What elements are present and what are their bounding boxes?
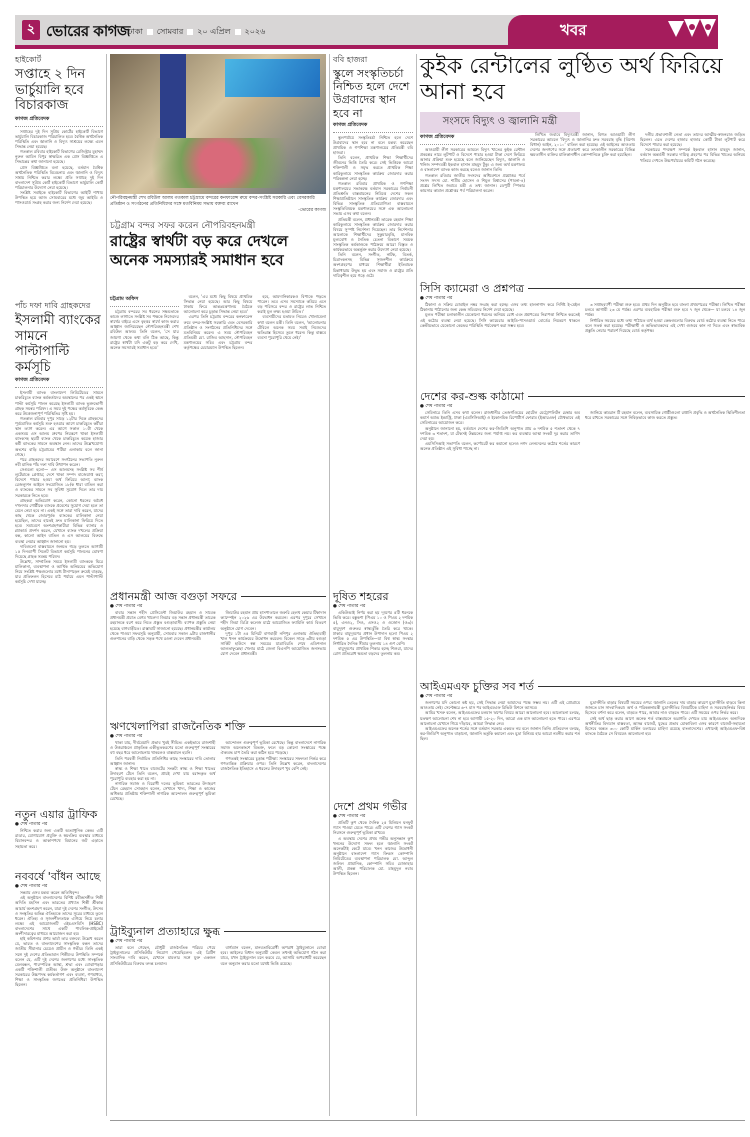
story-col <box>221 610 327 656</box>
quick-rental-body <box>420 132 745 193</box>
divider-line <box>249 726 326 727</box>
story-columns <box>110 610 326 656</box>
story-columns <box>420 410 745 451</box>
story-deep-well <box>333 800 413 876</box>
paragraph: প্রতিমন্ত্রী বলেন, প্রধানমন্ত্রী তারেক রহমান শিক্ষা কারিকুলামে সাংস্কৃতিক কার্যক্রম জোরদার করার বিষয়ে সুস্পষ্ট নির্দেশনা দিয়েছেন। তার নির্দেশনার আলোকে শিক্ষার্থীদের সুকুমারবৃত্তি, মানবিক মূল্যবোধ ও নৈতিক চেতনা বিকাশে সময়ক সাংস্কৃতিক কর্মকাণ্ডকে পাঠক্রমে আরো বিস্তৃত ও কার্যকরভাবে অন্তর্ভুক্ত করার উদ্যোগ নেয়া হয়েছে। <box>333 216 413 253</box>
story-school-culture <box>333 54 413 278</box>
paragraph: বলেন, 'এর মধ্যে কিছু বিষয়ে প্রাথমিক সিদ্ধান্ত নেয়া হয়েছে। আর কিছু বিষয়ে ঢাকায় ফিরে আন্তঃমন্ত্রণালয় বৈঠকে আলোচনা করে চূড়ান্ত সিদ্ধান্ত নেয়া হবে।' <box>183 294 253 315</box>
continued-label: ● শেষ পাতার পর <box>420 694 453 700</box>
paragraph: একিউআই নির্ণয় করা হয় দূষণের ৫টি ধরনকে ভিত্তি করে। বস্তুকণা (পিএম ১০ ও পিএম ২ দশমিক ৫), এনও২, সিও, এসও২ ও ওজোন (ও৩)। বায়ুদূষণ গুরুতর স্বাস্থ্যঝুঁকি তৈরি করে থাকে। ঢাকার বায়ুদূষণের প্রধান উপাদান হলো পিএম ২ দশমিক ৫ এর উপস্থিতি—যা বিশ্ব স্বাস্থ্য সংস্থার নির্ধারিত দৈনিক সীমার তুলনায় ১৪ গুণ বেশি। <box>333 610 413 646</box>
story-columns <box>420 700 745 741</box>
paragraph: জিয়াউর রহমান প্রায় হাসপাতালে জরুরি হেলথ কেয়ার টিকাদান ক্যাম্পেইন ২০২৬ এর উদ্বোধন করবেন। এরপর দুপুরে সেখানে শহীদ জিয়া ডিগ্রি কলেজ মাঠে আয়োজিত ফ্যামিলি কার্ড বিতরণ অনুষ্ঠানে যোগ দেবেন। <box>220 610 326 631</box>
story-col <box>585 410 745 451</box>
paragraph: জনগণের যদি কোনো কষ্ট হয়, সেই সিদ্ধান্ত নেয়া আমাদের পক্ষে সম্ভব নয়। এটি এই প্রোগ্রামে আওতায় নেই। সেপ্টেম্বরে ৬-৭ মাস পর আইএমএফ রিভিউ মিশনে আসবে। <box>420 700 580 711</box>
section-head <box>110 590 326 603</box>
paragraph: গতকাল রবিবার দুপুর সাড়ে ১২টার দিকে গ্রাহকদের পূর্বঘোষিত কর্মসূচি শুরু হওয়ার আগে চাকরিচ্যুত কর্মীরা স্থান ত্যাগ করেন। এর আগে সকাল ১০টা থেকে একসময় এস আলম গ্রুপের নিয়ন্ত্রণে থাকা ইসলামী ব্যাংকসহ ছয়টি ব্যাংক থেকে চাকরিচ্যুত কয়েক হাজার কর্মী ব্যাংকের সামনে অবস্থান নেন। তাদের উল্লেখযোগ্য অংশের বাড়ি চট্টগ্রামের পটিয়া এলাকায় বলে জানা গেছে। <box>15 415 103 457</box>
continued-label: ● শেষ পাতার পর <box>333 814 366 820</box>
continued-label: ● শেষ পাতার পর <box>110 939 143 945</box>
paragraph: এ অবস্থায় দেশের প্রথম গভীর অনুসন্ধান কূপ খননের উদ্যোগ সফল হলে জ্বালানি সংকট অনেকটাই কেটে যাবে। খনন কাজের উদ্বোধনী অনুষ্ঠানে বাংলাদেশ গ্যাস ফিল্ডস কোম্পানি লিমিটেডের ব্যবস্থাপনা পরিচালক মো. আব্দুল জলিল প্রামানিক, কোম্পানি সচিব মোজাহার আলী, প্রকল্প পরিচালক মো. মাহমুদুল নবাব উপস্থিত ছিলেন। <box>333 835 413 877</box>
story-col <box>530 132 635 193</box>
flag-icon <box>160 54 186 138</box>
section-head <box>420 390 745 403</box>
flower-arrangement <box>125 138 315 188</box>
paragraph: এমসিসিআই সভাপতি বলেন, কর্পোরেট কর কমানো হলেও নগদ লেনদেনের কঠোর শর্তের কারণে অনেক প্রতিষ্ঠান এই সুবিধা পাচ্ছে না। <box>420 440 580 451</box>
paragraph: গ্রাহকরা অভিযোগ করেন, কোনো ধরনের অবৈধ দখলদার গোষ্ঠীকে ব্যাংকে প্রবেশের সুযোগ দেয়া হলে তা মেনে নেয়া হবে না। একই সঙ্গে তারা দাবি করেন, যাদের কাছ থেকে জোরপূর্বক ব্যাংকের মালিকানা নেয়া হয়েছিল, তাদের হাতেই দ্রুত মালিকানা ফিরিয়ে দিতে হবে। সমাবেশে অংশগ্রহণকারীরা বিভিন্ন ব্যানার ও প্ল্যাকার্ড প্রদর্শন করেন, যেখানে ব্যাংক দখলের প্রক্রিয়া বন্ধ, কালো আইন বাতিল ও এস আলমের বিরুদ্ধে ব্যবস্থা নেয়ার আহ্বান জানানো হয়। <box>15 497 103 544</box>
story-headline: দেশের কর-শুল্ক কাঠামো <box>420 390 524 403</box>
story-kicker: ববি হাজরা <box>333 55 368 64</box>
story-col <box>640 132 745 193</box>
divider-line <box>528 288 745 289</box>
story-body <box>333 610 413 656</box>
continued-label: ● শেষ পাতার পর <box>333 604 366 610</box>
paragraph: সপ্তাহের দুই দিন সুপ্রিম কোর্টের হাইকোর্ট বিভাগে ভার্চুয়ালি বিচারকাজ পরিচালিত হবে। বৈশ্বিক অর্থনৈতিক পরিস্থিতি এবং জ্বালানি ও বিদ্যুৎ সাশ্রয়ের লক্ষ্যে এমন সিদ্ধান্ত নেয়া হয়েছে। <box>15 128 103 150</box>
story-columns <box>420 302 745 333</box>
paragraph: এই অনুষ্ঠানে বাংলাদেশের বিশিষ্ট রবীন্দ্রসঙ্গীত শিল্পী অদিতি মহসিন এবং ভারতের প্রখ্যাত শিল্পী শ্রীকান্ত আচার্য অংশগ্রহণ করেন, যারা দুই দেশের সংগীত, উৎসব ও সংস্কৃতির অভিন্ন ঐতিহ্যকে তাদের সুরের মাধ্যমে তুলে ধরেন। ঐতিহ্য ও সৃজনশীলতাকে এগিয়ে নিয়ে চলার লক্ষ্যে এই আয়োজনটি এইচএসবিসি (HSBC) বাংলাদেশের সাথে একটি পাবলিক-প্রাইভেট অংশীদারত্বের মাধ্যমে আয়োজন করা হয়। <box>15 895 103 937</box>
story-headline: স্কুলে সংস্কৃতিচর্চা নিশ্চিত হলে দেশে উগ্রবাদের স্থান হবে না <box>333 67 410 120</box>
dateline-city: ঢাকা <box>128 27 143 36</box>
paragraph: ৩ সপ্তাহব্যাপী পরীক্ষা শুরু হবে। প্রথম দিন অনুষ্ঠিত হবে বাংলা প্রথমপত্রের পরীক্ষা। লিখিত পরীক্ষা চলবে আগামী ২৩ মে পর্যন্ত। এরপর ব্যবহারিক পরীক্ষা শুরু হবে ৭ জুন থেকে— যা চলবে ১৪ জুন পর্যন্ত। <box>585 302 745 318</box>
story-imf <box>420 680 745 741</box>
paragraph: ব্যবসায়ীদের মতামত নিয়েও খোলামেলা কথা বলেন মন্ত্রী। তিনি বলেন, 'আলোচনার টেবিলে অনেক সময় সবাই নিজেদের ক্ষতিগ্রস্ত হিসেবে তুলে ধরেন। কিন্তু বাস্তবে ব্যবসা পুরোপুরি থেমে নেই।' <box>257 314 327 340</box>
lead-col-2 <box>184 294 253 350</box>
continued-text: শেষ পাতার পর <box>115 604 143 610</box>
story-loan-defaulters <box>110 720 326 802</box>
paragraph: দলীয় প্রভাবশালী নেতা এবং তাদের আত্মীয়-স্বজনরাও জড়িত ছিলেন। এতে দেশের হাজার হাজার কোটি টাকা লুটপাট করে বিদেশে পাচার করা হয়েছে। <box>640 132 745 148</box>
paragraph: মুদ্রাস্ফীতি বাড়ার বিষয়টি সময়ের ওপর: জ্বালানি তেলের দাম বাড়ার কারণে মুদ্রাস্ফীতি বাড়বে কিনা জানতে চান সাংবাদিকরা। অর্থ ও পরিকল্পনামন্ত্রী মুদ্রাস্ফীতির বিষয়টিকে চাহিদা ও সরবরাহনির্ভর বিষয় হিসেবে বর্ণনা করে বলেন, বাড়তে পারে, আবার নাও বাড়তে পারে। এটি সময়ের ওপর নির্ভর করে। <box>585 700 745 716</box>
paragraph: ঠিকানা ও সক্রিয় মোবাইল নম্বর সংগ্রহ করা হচ্ছে। এসব তথ্য হালনাগাদ করে নির্দিষ্ট ই-মেইল ঠিকানায় পাঠানোর জন্য কেন্দ্র সচিবদের নির্দেশ দেয়া হয়েছে। <box>420 302 580 313</box>
story-tax-structure <box>420 390 745 451</box>
paragraph: সন্ধ্যায় এসব মন্তব্য করেন অতিথিবৃন্দ। <box>20 890 80 896</box>
paragraph: সরকারের পদক্ষেপ সম্পর্কে ইকবাল হাসান মাহমুদ জানান, বর্তমান অন্তর্বর্তী সরকার দায়িত্ব গ্রহণের পর বিভিন্ন খাতের অনিয়ম খতিয়ে দেখতে উচ্চপর্যায়ের কমিটি গঠন করেছে। <box>640 147 745 163</box>
dateline-date: ২০ এপ্রিল <box>197 27 231 36</box>
divider-line <box>528 396 745 397</box>
story-headline: নববর্ষে 'বাঁধন আছে <box>15 870 101 883</box>
dateline-year: ২০২৬ <box>244 27 266 36</box>
continued-text: শেষ পাতার পর <box>338 604 366 610</box>
story-col <box>585 700 745 741</box>
paragraph: প্রেস বিজ্ঞপ্তিতে বলা হয়েছে, বর্তমান বৈশ্বিক অর্থনৈতিক পরিস্থিতি বিবেচনায় এবং জ্বালানি ও বিদ্যুৎ সাশ্রয় নিশ্চিত করার লক্ষ্যে প্রতি সপ্তাহে দুই দিন বাংলাদেশ সুপ্রিম কোর্ট হাইকোর্ট বিভাগে ভার্চুয়ালি কোর্ট পরিচালনার উদ্যোগ নেয়া হয়েছে। <box>15 164 103 190</box>
paragraph: মূলত পরীক্ষা চলাকালীন যেকোনো ধরনের অনিয়ম রোধ এবং প্রশ্নপত্রের নিরাপত্তা নিশ্চিত করতেই এই কঠোর ব্যবস্থা নেয়া হয়েছে। সিসি ক্যামেরার আইডি-পাসওয়ার্ড বোর্ডের নিয়ন্ত্রণে থাকলে কেন্দ্রীয়ভাবে যেকোনো কেন্দ্রের পরিস্থিতি পর্যবেক্ষণ করা সম্ভব হবে। <box>420 312 580 328</box>
continued-text: শেষ পাতার পর <box>20 884 48 890</box>
lead-col-1 <box>110 294 179 350</box>
story-cc-camera <box>420 282 745 333</box>
paragraph: প্রতিটি কূপ থেকে দৈনিক ২৫ মিলিয়ন ঘনফুট গ্যাস পাওয়া যেতে পারে। এটি দেশের গ্যাস সংকট নিরসনে গুরুত্বপূর্ণ ভূমিকা রাখবে। <box>333 820 413 836</box>
story-byline: কাগজ প্রতিবেদক <box>420 134 525 145</box>
story-headline: ইসলামী ব্যাংকের সামনে পাল্টাপাল্টি কর্মসূচি <box>15 313 101 375</box>
story-body <box>15 828 103 848</box>
paragraph: গতকাল রবিবার হাইকোর্ট বিভাগের রেজিস্ট্রার মুহাম্মদ নুরুল আমিন বিপুর স্বাক্ষরিত এক প্রেস বিজ্ঞপ্তিতে এ সিদ্ধান্তের কথা জানানো হয়েছে। <box>15 149 103 165</box>
paragraph: আইএমএফের অনেক শর্তের সঙ্গে বর্তমান সরকার একমত নয় বলে জানান তিনি। প্রতিবেদন বলছে, কর-জিডিপি অনুপাত বাড়ানো, জ্বালানি ভর্তুকি কমানো এবং মুদ্রা বিনিময় হার আরো নমনীয় করার শর্ত ছিল। <box>420 725 580 741</box>
pen-nib-logo-icon <box>662 15 718 45</box>
paragraph: গতকাল রবিবার প্রাথমিক ও গণশিক্ষা মন্ত্রণালয়ের সভাকক্ষে বর্তমান সরকারের নির্বাচনী প্রতিশ্রুতি বাস্তবায়নের নিমিত্তে দেশের সকল শিক্ষাপ্রতিষ্ঠানে সাংস্কৃতিক কার্যক্রম জোরদার এবং বিভিন্ন সাংস্কৃতিক প্রতিযোগিতা বাস্তবায়নে সংস্কৃতিবিষয়ক মন্ত্রণালয়ের সঙ্গে এক আলোচনা সভায় এসব কথা বলেন। <box>333 180 413 217</box>
story-col <box>221 740 327 801</box>
story-col <box>585 302 745 333</box>
quick-rental-subhead: সংসদে বিদ্যুৎ ও জ্বালানি মন্ত্রী <box>420 112 580 133</box>
paragraph: সংশ্লিষ্ট সবাইকে হাইকোর্ট বিভাগের আইটি শাখায় উপস্থিত হয়ে আজ সোমবারের মধ্যে জুম আইডি ও পাসওয়ার্ড সংগ্রহ করার জন্য নির্দেশ দেয়া হয়েছে। <box>15 190 103 206</box>
paragraph: বাবার সন্তান শহীদ প্রেসিডেন্ট জিয়াউর রহমান ও সাবেক প্রধানমন্ত্রী প্রয়াত বেগম খালেদা জিয়ার বড় সন্তান প্রধানমন্ত্রী তারেক রহমানকে বরণ করে নিতে প্রস্তুত বগুড়াবাসী। ব্যাপক প্রস্তুতি নেয়া হয়েছে বাগবাড়ীতে। রাস্তাঘাট সাজানো হয়েছে। প্রধানমন্ত্রীর কার্যালয় থেকে পাওয়া সফরসূচি অনুযায়ী, সোমবার সকাল ৯টায় রাজধানীর গুলশানের বাড়ি থেকে সড়ক পথে রওনা দেবেন প্রধানমন্ত্রী। <box>110 610 216 641</box>
story-headline: দূষিত শহরের <box>333 590 389 603</box>
story-headline: ঋণখেলাপিরা রাজনৈতিক শক্তি <box>110 720 246 733</box>
continued-text: শেষ পাতার পর <box>425 404 453 410</box>
section-title: খবর <box>560 21 587 39</box>
continued-text: শেষ পাতার পর <box>115 939 143 945</box>
paragraph: সেগুলো হলো— এস আলমসহ সংশ্লিষ্ট সব শীর্ষ লুটেরাকে গ্রেপ্তার; দেশে থাকা সম্পদ বাজেয়াপ্ত করা; বিদেশে পাচার হওয়া অর্থ ফিরিয়ে আনা; ব্যাংক রেজল্যুশন আইনে সংযোজিত ১৮/ক ধারা বাতিল করা ও ব্যাংকের সামনে সব সুবিধা সুযোগ দিলে তার দায় সরকারকে নিতে হবে। <box>15 467 103 498</box>
column-divider <box>106 54 107 1116</box>
paragraph: হাই কমিশনার প্রণয় ভার্মা তার বক্তব্যে উল্লেখ করেন যে, ভারত ও বাংলাদেশের সাংস্কৃতিক বন্ধন তাদের জাতীয় সীমানার চেয়েও প্রাচীন ও গভীর। তিনি একই সঙ্গে দুই দেশের প্রতিভাবান শিল্পীদের উপস্থিতি সম্পর্কে বলেন যে, এটি দুই দেশের জনগণের মধ্যে সাংস্কৃতিক মেলবন্ধন, পারস্পরিক আস্থা, শ্রদ্ধা এবং বোঝাপড়ার একটি শক্তিশালী প্রতীক। উক্ত অনুষ্ঠানে বাংলাদেশ সরকারের উচ্চপদস্থ কর্মকর্তাগণ এবং ব্যবসা, গণমাধ্যম, শিক্ষা ও সাংস্কৃতিক জগতের প্রতিনিধিরা উপস্থিত ছিলেন। <box>15 936 103 988</box>
story-body <box>15 129 103 206</box>
continued-label: ● শেষ পাতার পর <box>420 404 453 410</box>
story-col <box>110 740 216 801</box>
section-head <box>110 925 326 938</box>
story-byline: কাগজ প্রতিবেদক <box>15 377 103 388</box>
story-headline: আইএমএফ চুক্তির সব শর্ত <box>420 680 534 693</box>
story-body <box>15 890 103 987</box>
paragraph: জানিয়ে কামরান টি রহমান বলেন, ব্যবসায়িক গোষ্ঠীগুলো রপ্তানি প্রবৃদ্ধি ও অর্থনৈতিক স্থিতিশীলতা ধরে রাখতে সরকারের সঙ্গে নিবিড়ভাবে কাজ করতে প্রস্তুত। <box>585 410 745 421</box>
story-headline: প্রধানমন্ত্রী আজ বগুড়া সফরে <box>110 590 237 603</box>
divider-line <box>224 931 326 932</box>
continued-label: ● শেষ পাতার পর <box>15 884 48 890</box>
continued-text: শেষ পাতার পর <box>338 814 366 820</box>
caption-text: নৌপরিবহনমন্ত্রী শেখ রবিউল আলম গতকাল চট্টগ্রামে বন্দরের কনফারেন্স রুমে বন্দর-সংশ্লিষ্ট সরকারি এবং বেসরকারি প্রতিষ্ঠান ও সংগঠনের প্রতিনিধিদের সঙ্গে মতবিনিময় সভায় বক্তব্য রাখেন <box>110 196 315 207</box>
paragraph: লিখিত জবাবে বিদ্যুৎমন্ত্রী জানান, বিগত আওয়ামী লীগ সরকারের আমলে 'বিদ্যুৎ ও জ্বালানির দ্রুত সরবরাহ বৃদ্ধি (বিশেষ বিধান) আইন, ২০১০' বাতিল করা হয়েছে। এই আইনের আওতায় দেশের জনগণের সঙ্গে প্রতারণা করে তৎকালীন সরকারের বিভিন্ন ক্ষমতাসীন ব্যক্তির মালিকানাধীন কোম্পানিকে চুক্তি করা হয়েছিল। <box>530 132 635 158</box>
story-air-traffic <box>15 808 103 849</box>
paragraph: স্বাস্থ্য ও শিক্ষা খাতে বাজেটের সংকট: স্বাস্থ্য ও শিক্ষা খাতের উদাহরণ টেনে তিনি বলেন, প্রায়ই দেখা যায় বরাদ্দকৃত অর্থ পুরোপুরি ব্যবহার করা হয় না। <box>110 765 216 781</box>
lead-photo <box>110 54 326 194</box>
bottom-rule <box>110 1120 745 1121</box>
paragraph: পরে গ্রাহকদের সমাবেশে সংগঠনের সভাপতি নুরুল নবী মানিক পাঁচ দফা দাবি উত্থাপন করেন। <box>15 456 103 467</box>
lead-body <box>110 294 326 350</box>
column-divider <box>416 54 417 1116</box>
lead-byline: চট্টগ্রাম অফিস <box>110 296 179 307</box>
continued-label: ● শেষ পাতার পর <box>420 296 453 302</box>
story-headline: সপ্তাহে ২ দিন ভার্চুয়ালি হবে বিচারকাজ <box>15 67 86 114</box>
story-headline: দেশে প্রথম গভীর <box>333 800 408 813</box>
paragraph: নিশ্চিত করার জন্য একটি অত্যাধুনিক কেন্দ্র। এটি রাডার, যোগাযোগ প্রযুক্তি ও স্বয়ংক্রিয় ব্যবস্থার মাধ্যমে বিমানবন্দর ও আকাশপথে বিমানের জট এড়াতে সহায়তা করে। <box>15 828 103 849</box>
paragraph: দুপুর ১টা ৪৫ মিনিটে বাগবাড়ী নশিপুর এলাকায় ঐতিহ্যবাহী খাল খনন কার্যক্রমের উদ্বোধন করবেন। বিকেল সাড়ে ৩টায় বগুড়া সার্কিট হাউসে স্বল্প সময়ের যাত্রাবিরতি শেষে এডিশনাল আলতাফুন্নেছা খেলার মাঠে জেলা বিএনপি আয়োজিত জনসভায় যোগ দেবেন প্রধানমন্ত্রী। <box>220 630 326 657</box>
screen-display <box>225 59 320 97</box>
section-head <box>420 680 745 693</box>
paragraph: আন্দোলন গুরুত্বপূর্ণ ভূমিকা রেখেছে। কিন্তু বাংলাদেশে নাগরিক সমাজ অনেকাংশে বিভক্ত, ফলে বড় কোনো সংস্কারের পক্ষে ঐক্যবদ্ধ চাপ তৈরি করা কঠিন হয়ে পড়েছে। <box>220 740 326 756</box>
paragraph: দাবিগুলো বাস্তবায়নে জনমত গড়ে তুলতে আগামী ১৫ দিনব্যাপী সিলেট বিভাগে কর্মসূচি পালনের ঘোষণা দিয়েছে গ্রাহক সমন্বয় পরিষদ। <box>15 543 103 559</box>
paragraph: নাগরিক সমাজ ও বিরোধী দলের ভূমিকা: ভারতের উদাহরণ টেনে রেহমান সোবহান বলেন, সেখানে খাদ্য, শিক্ষা ও কাজের অধিকার প্রতিষ্ঠায় শক্তিশালী নাগরিক আন্দোলন গুরুত্বপূর্ণ ভূমিকা রেখেছে। <box>110 781 216 802</box>
continued-text: শেষ পাতার পর <box>115 734 143 740</box>
story-pm-bogura <box>110 590 326 656</box>
paragraph: অনুষ্ঠানে জানানো হয়, বর্তমানে দেশের কর-জিডিপি অনুপাত প্রায় ৬ দশমিক ৫ শতাংশ থেকে ৭ দশমিক ৩ শতাংশ, যা টেকসই উন্নয়নের জন্য পর্যাপ্ত নয়। কর ব্যবস্থায় আস্থা সংকট দূর করার তাগিদ দেয়া হয়। <box>420 425 580 441</box>
lead-headline: রাষ্ট্রের স্বার্থটা বড় করে দেখলে অনেক সমস্যারই সমাধান হবে <box>110 232 288 269</box>
story-columns <box>110 740 326 801</box>
paragraph: থাকা যায়, দীর্ঘমেয়াদি প্রভাব খুবই সীমিত। একইভাবে রাজশাহী ও উত্তরাঞ্চলে প্রাকৃতিক একীভূতকরণের মতো গুরুত্বপূর্ণ সংস্কারের বহু বছর ধরে আলোচনায় থাকলেও বাস্তবায়ন হয়নি। <box>110 740 216 756</box>
story-col <box>420 700 580 741</box>
story-body <box>15 390 103 584</box>
continued-label: ● শেষ পাতার পর <box>15 822 48 828</box>
story-byline: কাগজ প্রতিবেদক <box>15 116 103 127</box>
paragraph: তিনি বলেন, সংগীত, নাটক, বিতর্ক, চিত্রাংকনসহ বিভিন্ন সৃজনশীল কার্যক্রমে অংশগ্রহণের মাধ্যমে শিক্ষার্থীরা ইতিবাচক চিন্তাধারায় উদ্বুদ্ধ হয় এবং সমাজ ও রাষ্ট্রের প্রতি দায়িত্বশীল হয়ে গড়ে ওঠে। <box>333 252 413 278</box>
story-col <box>110 945 216 965</box>
divider-line <box>241 596 326 597</box>
dateline <box>128 26 265 39</box>
paragraph: সেই অর্থ ছাড় করার আগে অনেক শর্ত বাস্তবায়নে অগ্রগতি দেখতে চায় আইএমএফ। অন্যদিকে অর্থনীতির বিদ্যমান বাস্তবতা, আসন্ন বাজেট, যুদ্ধের প্রভাব মোকাবিলা এসব কারণে বাজেট-সহায়তা হিসেবে অন্তত ৩০০ কোটি মার্কিন ডলারের চাহিদা রয়েছে বাংলাদেশের। এখানেই আইএমএফ-বিশ্ব ব্যাংকে বৈঠকে সে বিষয়েও আলোচনা হয়। <box>585 715 745 736</box>
header-rule <box>15 45 718 49</box>
story-col <box>110 610 216 656</box>
paragraph: চট্টগ্রাম বন্দরের সব ধরনের সক্ষমতাকে কাজে লাগাতে সংশ্লিষ্ট সব পক্ষকে নিজেদের স্বার্থের বাইরে এসে বৃহত্তর স্বার্থে কাজ করার আহ্বান জানিয়েছেন নৌপরিবহনমন্ত্রী শেখ রবিউল আলম। তিনি বলেন, 'সে যার জায়গা থেকে কথা বলি ঠিক আছে, কিন্তু রাষ্ট্রের স্বার্থটা যদি একটু বড় করে দেখি, অনেক সমস্যারই সমাধান হবে।' <box>110 309 179 350</box>
paragraph: হবে, আমদানিকারকও বিপাকে পড়তে পারেন। তবে এসব সমস্যাকে কমিয়ে এনে বড় পরিসরে বন্দর ও রাষ্ট্রের লাভ নিশ্চিত করাই মূল লক্ষ্য হওয়া উচিত।' <box>257 294 327 315</box>
story-noboborsho <box>15 870 103 987</box>
paragraph: তিনি পরবর্তী নির্বাচিত প্রতিনিধির কাছে সংস্কারের দাবি তোলার আহ্বান জানান। <box>110 755 216 766</box>
paragraph: এরপর তিনি চট্টগ্রাম বন্দরের কনফারেন্স রুমে বন্দর-সংশ্লিষ্ট সরকারি এবং বেসরকারি প্রতিষ্ঠান ও সংগঠনের প্রতিনিধিদের সঙ্গে মতবিনিময় করেন। এ সময় নৌপরিবহন প্রতিমন্ত্রী মো. রাজিব আহসান, নৌপরিবহন মন্ত্রণালয়ের সচিব এবং চট্টগ্রাম বন্দর কর্তৃপক্ষের চেয়ারম্যান উপস্থিত ছিলেন। <box>183 314 253 351</box>
story-col <box>420 302 580 333</box>
paragraph: সেমিনারে তিনি এসব কথা বলেন। রাজধানীর তেজগাঁওয়ের হোটেল মেট্রোপলিটন চেম্বার অব কমার্স অ্যান্ড ইন্ডাস্ট্রি, ঢাকা (এমসিসিআই) ও ইকোনমিক রিপোর্টার্স ফোরাম (ইআরএফ) যৌথভাবে এই সেমিনারের আয়োজন করে। <box>420 410 580 426</box>
dateline-day: সোমবার <box>156 27 184 36</box>
paragraph: উল্লেখ্য, সাম্প্রতিক সময়ে ইসলামী ব্যাংককে ঘিরে মালিকানা, ব্যবস্থাপনা ও আর্থিক অনিয়মের অভিযোগ নিয়ে সংশ্লিষ্ট পক্ষগুলোর মধ্যে টানাপড়েন ক্রমেই বাড়ছে, যার প্রতিফলন হিসেবে মাঠ পর্যায়ে এমন পাল্টাপাল্টি কর্মসূচি দেখা যাচ্ছে। <box>15 558 103 585</box>
paragraph: বায়ুদূষণের প্রাথমিক শিকার হচ্ছে শিশুরা, যাদের রোগ প্রতিরোধ ক্ষমতা বড়দের তুলনায় কম। <box>333 645 413 657</box>
story-highcourt <box>15 54 103 205</box>
continued-label: ● শেষ পাতার পর <box>110 734 143 740</box>
continued-text: শেষ পাতার পর <box>425 694 453 700</box>
story-col <box>221 945 327 965</box>
continued-text: শেষ পাতার পর <box>425 296 453 302</box>
paragraph: বার্গম্যান বলেন, মানবতাবিরোধী অপরাধ ট্রাইব্যুনালে বোঝা হবে। আইনের বিধান অনুযায়ী কেবল তখনই অভিযোগ গঠন করা যাবে, যখন ট্রাইব্যুনাল মনে করবে যে, আসামি অপরাধটি করেছেন বলে অনুমান করার মতো যথেষ্ট ভিত্তি রয়েছে। <box>220 945 326 966</box>
paragraph: আওয়ামী লীগ সরকারের আমলে বিদ্যুৎ খাতের কুইক রেন্টাল প্রকল্পের নামে লুটপাট ও বিদেশে পাচার হওয়া টাকা দেশে ফিরিয়ে আনার প্রক্রিয়া শুরু হয়েছে বলে জানিয়েছেন বিদ্যুৎ, জ্বালানি ও খনিজ সম্পদমন্ত্রী ইকবাল হাসান মাহমুদ টুকু। এ জন্য অর্থ মন্ত্রণালয় ও বাংলাদেশ ব্যাংক কাজ করছে বলেও জানান তিনি। <box>420 147 525 173</box>
photo-caption <box>110 196 326 214</box>
story-byline: কাগজ প্রতিবেদক <box>333 122 413 133</box>
story-islami-bank <box>15 300 103 585</box>
paragraph: গতকাল রবিবার জাতীয় সংসদের অধিবেশনে প্রশ্নোত্তর পর্বে সংসদ সদস্য মো. শামীম হোসেন ও শিমুল বিশ্বাসের (পাবনা-৪) প্রশ্নের লিখিত জবাবে মন্ত্রী এ তথ্য জানান। ডেপুটি স্পিকার কায়সার কামাল প্রশ্নোত্তর পর্ব পরিচালনা করেন। <box>420 172 525 193</box>
story-columns <box>110 945 326 965</box>
paragraph: নির্ধারিত সময়ের মধ্যে তথ্য পাঠাতে ব্যর্থ হওয়া কেন্দ্রগুলোর বিরুদ্ধে বোর্ড কঠোর ব্যবস্থা নিতে পারে বলে সতর্ক করা হয়েছে। পরীক্ষার্থী ও অভিভাবকদের এই দেখা গুজবে কান না দিতে এবং স্বাভাবিক প্রস্তুতি নেয়ার পরামর্শ দিয়েছে বোর্ড কর্তৃপক্ষ। <box>585 317 745 333</box>
section-head <box>420 282 745 295</box>
story-headline: নতুন এয়ার ট্রাফিক <box>15 808 98 821</box>
story-col <box>420 410 580 451</box>
section-head <box>110 720 326 733</box>
lead-col-3 <box>257 294 326 350</box>
story-tribunal <box>110 925 326 966</box>
paragraph: গণতন্ত্রই সংস্কারের চূড়ান্ত পরীক্ষা: সংস্কারের সফলতা নির্ভর করে গণতান্ত্রিক প্রক্রিয়ার ওপর। তিনি উল্লেখ করেন, বাংলাদেশের রাজনৈতিক ইতিহাসে এ ধরনের উদাহরণ খুব বেশি নেই। <box>220 755 326 771</box>
story-col <box>420 132 525 193</box>
continued-text: শেষ পাতার পর <box>20 822 48 828</box>
paragraph: স্কুলপর্যায়ে সংস্কৃতিচর্চা নিশ্চিত হলে দেশে উগ্রবাদের স্থান হবে না বলে মন্তব্য করেছেন প্রাথমিক ও গণশিক্ষা মন্ত্রণালয়ের প্রতিমন্ত্রী ববি হাজরা। <box>333 134 413 156</box>
story-kicker: হাইকোর্ট <box>15 55 42 64</box>
paragraph: ইসলামী ব্যাংক বাংলাদেশ লিমিটেডের সামনে চাকরিচ্যুত ব্যাংক কর্মকর্তাদের অবস্থানের পর একই স্থানে পাল্টা কর্মসূচি পালন করেছে ইসলামী ব্যাংক ভুক্তভোগী গ্রাহক সমন্বয় পরিষদ। এ সময় দুই পক্ষের কর্মসূচিকে কেন্দ্র করে উত্তেজনাপূর্ণ পরিস্থিতির সৃষ্টি হয়। <box>15 390 103 416</box>
story-body <box>333 135 413 278</box>
photo-credit: -ভোরের কাগজ <box>298 207 326 213</box>
story-headline: সিসি ক্যামেরা ও প্রশ্নপত্র <box>420 282 524 295</box>
masthead: ভোরের কাগজ <box>46 22 130 40</box>
paragraph: তিনি বলেন, প্রাথমিক শিক্ষা শিক্ষার্থীদের জীবনের ভিত্তি তৈরি করে। সেই ভিত্তিকে আরো শক্তিশালী ও সমৃদ্ধ করতে প্রাথমিক শিক্ষা কারিকুলামে সাংস্কৃতিক কার্যক্রম জোরদার করার পরিকল্পনা নেয়া হচ্ছে। <box>333 155 413 181</box>
column-divider <box>329 54 330 1116</box>
paragraph: তারা বলে গেছেন, চৌধুরী রাজনৈতিক পরিচয় পেয়ে ট্রাইব্যুনালের প্রসিকিউটর নিয়োগ পেয়েছিলেন। এই ব্রিটিশ সাংবাদিক দাবি করেন, যেখানে মামলার সঙ্গে যুক্ত একজন প্রসিকিউটরের বিরুদ্ধে তদন্ত চলমান। <box>110 945 216 966</box>
paragraph: আমির খসরু বলেন, আইএমএফের চলমান ঋণের বিষয়ে আরো আলোচনা হবে। আলোচনা চলছে, যতক্ষণ আলোচনা শেষ না হবে আগামী ১৫-২০ দিন, আরো এক মাস আলোচনা হতে পারে। এরপরে আলোচনা যেখানে গিয়ে দাঁড়াবে, আমরা সিদ্ধান্ত নেব। <box>420 710 580 726</box>
page-number: ২ <box>22 20 40 40</box>
divider-line <box>538 686 745 687</box>
story-polluted-city <box>333 590 413 656</box>
story-headline: ট্রাইব্যুনাল প্রত্যাহারে ক্ষুব্ধ <box>110 925 221 938</box>
continued-label: ● শেষ পাতার পর <box>110 604 143 610</box>
story-body <box>333 820 413 876</box>
quick-rental-headline: কুইক রেন্টালের লুণ্ঠিত অর্থ ফিরিয়ে আনা হবে <box>420 54 723 106</box>
lead-kicker: চট্টগ্রাম বন্দর সফর করেন নৌপরিবহনমন্ত্রী <box>110 221 256 231</box>
story-kicker: পাঁচ দফা দাবি গ্রাহকদের <box>15 301 91 310</box>
